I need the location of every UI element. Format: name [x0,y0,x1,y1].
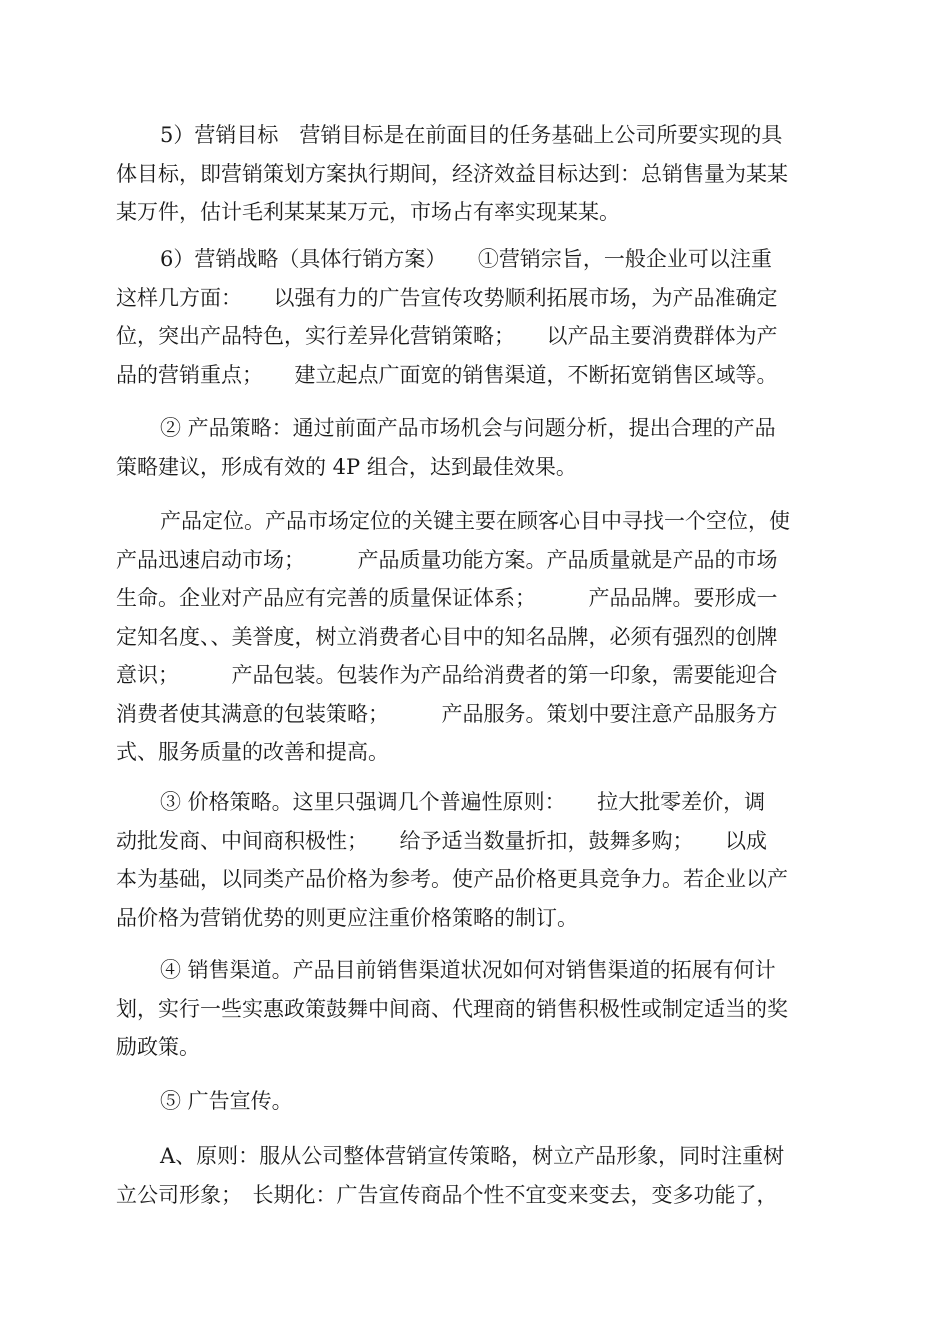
text-line: 策略建议，形成有效的 4P 组合，达到最佳效果。 [116,454,577,479]
text-line: 划，实行一些实惠政策鼓舞中间商、代理商的销售积极性或制定适当的奖 [116,996,788,1021]
text-line: 式、服务质量的改善和提高。 [116,740,389,764]
text-line: 位，突出产品特色，实行差异化营销策略； 以产品主要消费群体为产 [116,324,778,348]
text-line: 某万件，估计毛利某某某万元，市场占有率实现某某。 [116,200,620,224]
text-line: 生命。企业对产品应有完善的质量保证体系； 产品品牌。要形成一 [116,586,778,610]
paragraph-sales-channel [116,951,836,1067]
text-line: 立公司形象； 长期化：广告宣传商品个性不宜变来变去，变多功能了， [116,1182,778,1207]
text-line: 6）营销战略（具体行销方案） ①营销宗旨，一般企业可以注重 [160,247,772,271]
text-line: 消费者使其满意的包装策略； 产品服务。策划中要注意产品服务方 [116,701,778,726]
paragraph-price-strategy [116,783,836,937]
paragraph-marketing-goal [116,116,836,232]
text-line: 定知名度、、美誉度，树立消费者心目中的知名品牌，必须有强烈的创牌 [116,624,778,649]
text-line: A、原则：服从公司整体营销宣传策略，树立产品形象，同时注重树 [160,1144,785,1168]
text-line: 产品定位。产品市场定位的关键主要在顾客心目中寻找一个空位，使 [160,509,790,533]
text-line: 产品迅速启动市场； 产品质量功能方案。产品质量就是产品的市场 [116,547,778,572]
text-line: 励政策。 [116,1035,200,1059]
text-line: ③ 价格策略。这里只强调几个普遍性原则： 拉大批零差价，调 [160,790,766,814]
paragraph-product-strategy [116,409,836,486]
text-line: ② 产品策略：通过前面产品市场机会与问题分析，提出合理的产品 [160,416,776,440]
paragraph-product-positioning [116,502,836,772]
text-line: 本为基础，以同类产品价格为参考。使产品价格更具竞争力。若企业以产 [116,867,788,891]
text-line: 5）营销目标 营销目标是在前面目的任务基础上公司所要实现的具 [160,123,783,147]
text-line: 品价格为营销优势的则更应注重价格策略的制订。 [116,905,578,930]
text-line: 这样几方面： 以强有力的广告宣传攻势顺利拓展市场，为产品准确定 [116,285,778,310]
text-line: 体目标，即营销策划方案执行期间，经济效益目标达到：总销售量为某某 [116,161,788,186]
text-line: 动批发商、中间商积极性； 给予适当数量折扣，鼓舞多购； 以成 [116,828,767,853]
text-line: 品的营销重点； 建立起点广面宽的销售渠道，不断拓宽销售区域等。 [116,362,778,387]
paragraph-marketing-strategy [116,240,836,394]
text-line: ⑤ 广告宣传。 [160,1089,293,1113]
text-line: 意识； 产品包装。包装作为产品给消费者的第一印象，需要能迎合 [116,663,778,687]
paragraph-advertising-principle [116,1137,836,1214]
text-line: ④ 销售渠道。产品目前销售渠道状况如何对销售渠道的拓展有何计 [160,958,776,982]
paragraph-advertising [116,1082,836,1121]
